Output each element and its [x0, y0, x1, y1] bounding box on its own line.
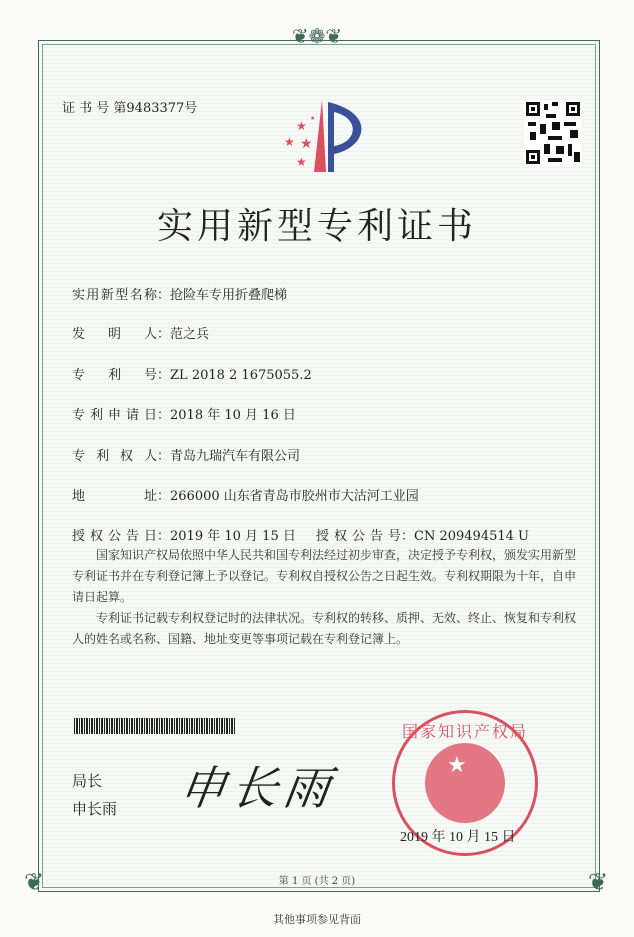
corner-ornament-icon: ❦ — [588, 868, 609, 896]
issue-date: 2019 年 10 月 15 日 — [400, 830, 516, 845]
certificate-number: 证 书 号 第9483377号 — [62, 101, 198, 116]
field-label: 专利权人 — [72, 449, 157, 464]
field-label: 实用新型名称 — [72, 288, 157, 303]
field-inventor: 发明人：范之兵 — [72, 323, 209, 342]
qr-code-icon[interactable] — [524, 100, 582, 166]
star-icon: ★ — [447, 753, 467, 778]
svg-text:★: ★ — [296, 119, 307, 133]
certificate-title: 实用新型专利证书 — [156, 206, 477, 247]
statement-paragraph: 专利证书记载专利权登记时的法律状况。专利权的转移、质押、无效、终止、恢复和专利权人的姓名或名称、国籍、地址变更等事项记载在专利登记簿上。 — [72, 611, 577, 646]
field-address: 地址：266000 山东省青岛市胶州市大沽河工业园 — [72, 485, 419, 504]
field-grant-date: 授权公告日：2019 年 10 月 15 日 — [72, 525, 296, 544]
certificate-statement — [72, 545, 584, 650]
field-value: 抢险车专用折叠爬梯 — [170, 288, 288, 303]
field-patentee: 专利权人：青岛九瑞汽车有限公司 — [72, 445, 300, 464]
cnipa-logo-icon — [270, 96, 370, 176]
field-value: 2018 年 10 月 16 日 — [170, 408, 296, 423]
statement-paragraph: 国家知识产权局依照中华人民共和国专利法经过初步审查，决定授予专利权，颁发实用新型专利证书并在专利登记簿上予以登记。专利权自授权公告之日起生效。专利权期限为十年，自申请日起算。 — [72, 548, 577, 604]
corner-ornament-icon: ❦ — [24, 868, 45, 896]
svg-text:★: ★ — [284, 135, 295, 149]
signatory-name: 申长雨 — [72, 800, 118, 818]
field-label: 发明人 — [72, 327, 157, 342]
svg-text:★: ★ — [296, 155, 307, 169]
field-value: ZL 2018 2 1675055.2 — [170, 368, 312, 383]
footer-note: 其他事项参见背面 — [273, 913, 361, 926]
field-label: 专利号 — [72, 368, 157, 383]
field-label: 授权公告号 — [316, 529, 401, 544]
top-ornament-icon: ❦❁❦ — [291, 24, 343, 48]
field-value: 266000 山东省青岛市胶州市大沽河工业园 — [170, 489, 419, 504]
field-application-date: 专利申请日：2018 年 10 月 16 日 — [72, 404, 296, 423]
field-label: 授权公告日 — [72, 529, 157, 544]
field-label: 地址 — [72, 489, 157, 504]
signature: 申长雨 — [175, 761, 340, 815]
field-value: CN 209494514 U — [414, 529, 529, 544]
svg-text:★: ★ — [300, 136, 313, 152]
field-utility-model-name: 实用新型名称：抢险车专用折叠爬梯 — [72, 284, 287, 303]
seal-text: 国家知识产权局 — [401, 722, 528, 741]
svg-text:★: ★ — [310, 115, 316, 122]
barcode — [74, 718, 236, 734]
field-value: 2019 年 10 月 15 日 — [170, 529, 296, 544]
field-value: 范之兵 — [170, 327, 210, 342]
field-announcement-number: 授权公告号：CN 209494514 U — [316, 525, 529, 544]
page-info: 第 1 页 (共 2 页) — [278, 876, 356, 887]
field-patent-number: 专利号：ZL 2018 2 1675055.2 — [72, 364, 312, 383]
signatory-title: 局长 — [72, 772, 103, 790]
field-value: 青岛九瑞汽车有限公司 — [170, 449, 301, 464]
field-label: 专利申请日 — [72, 408, 157, 423]
